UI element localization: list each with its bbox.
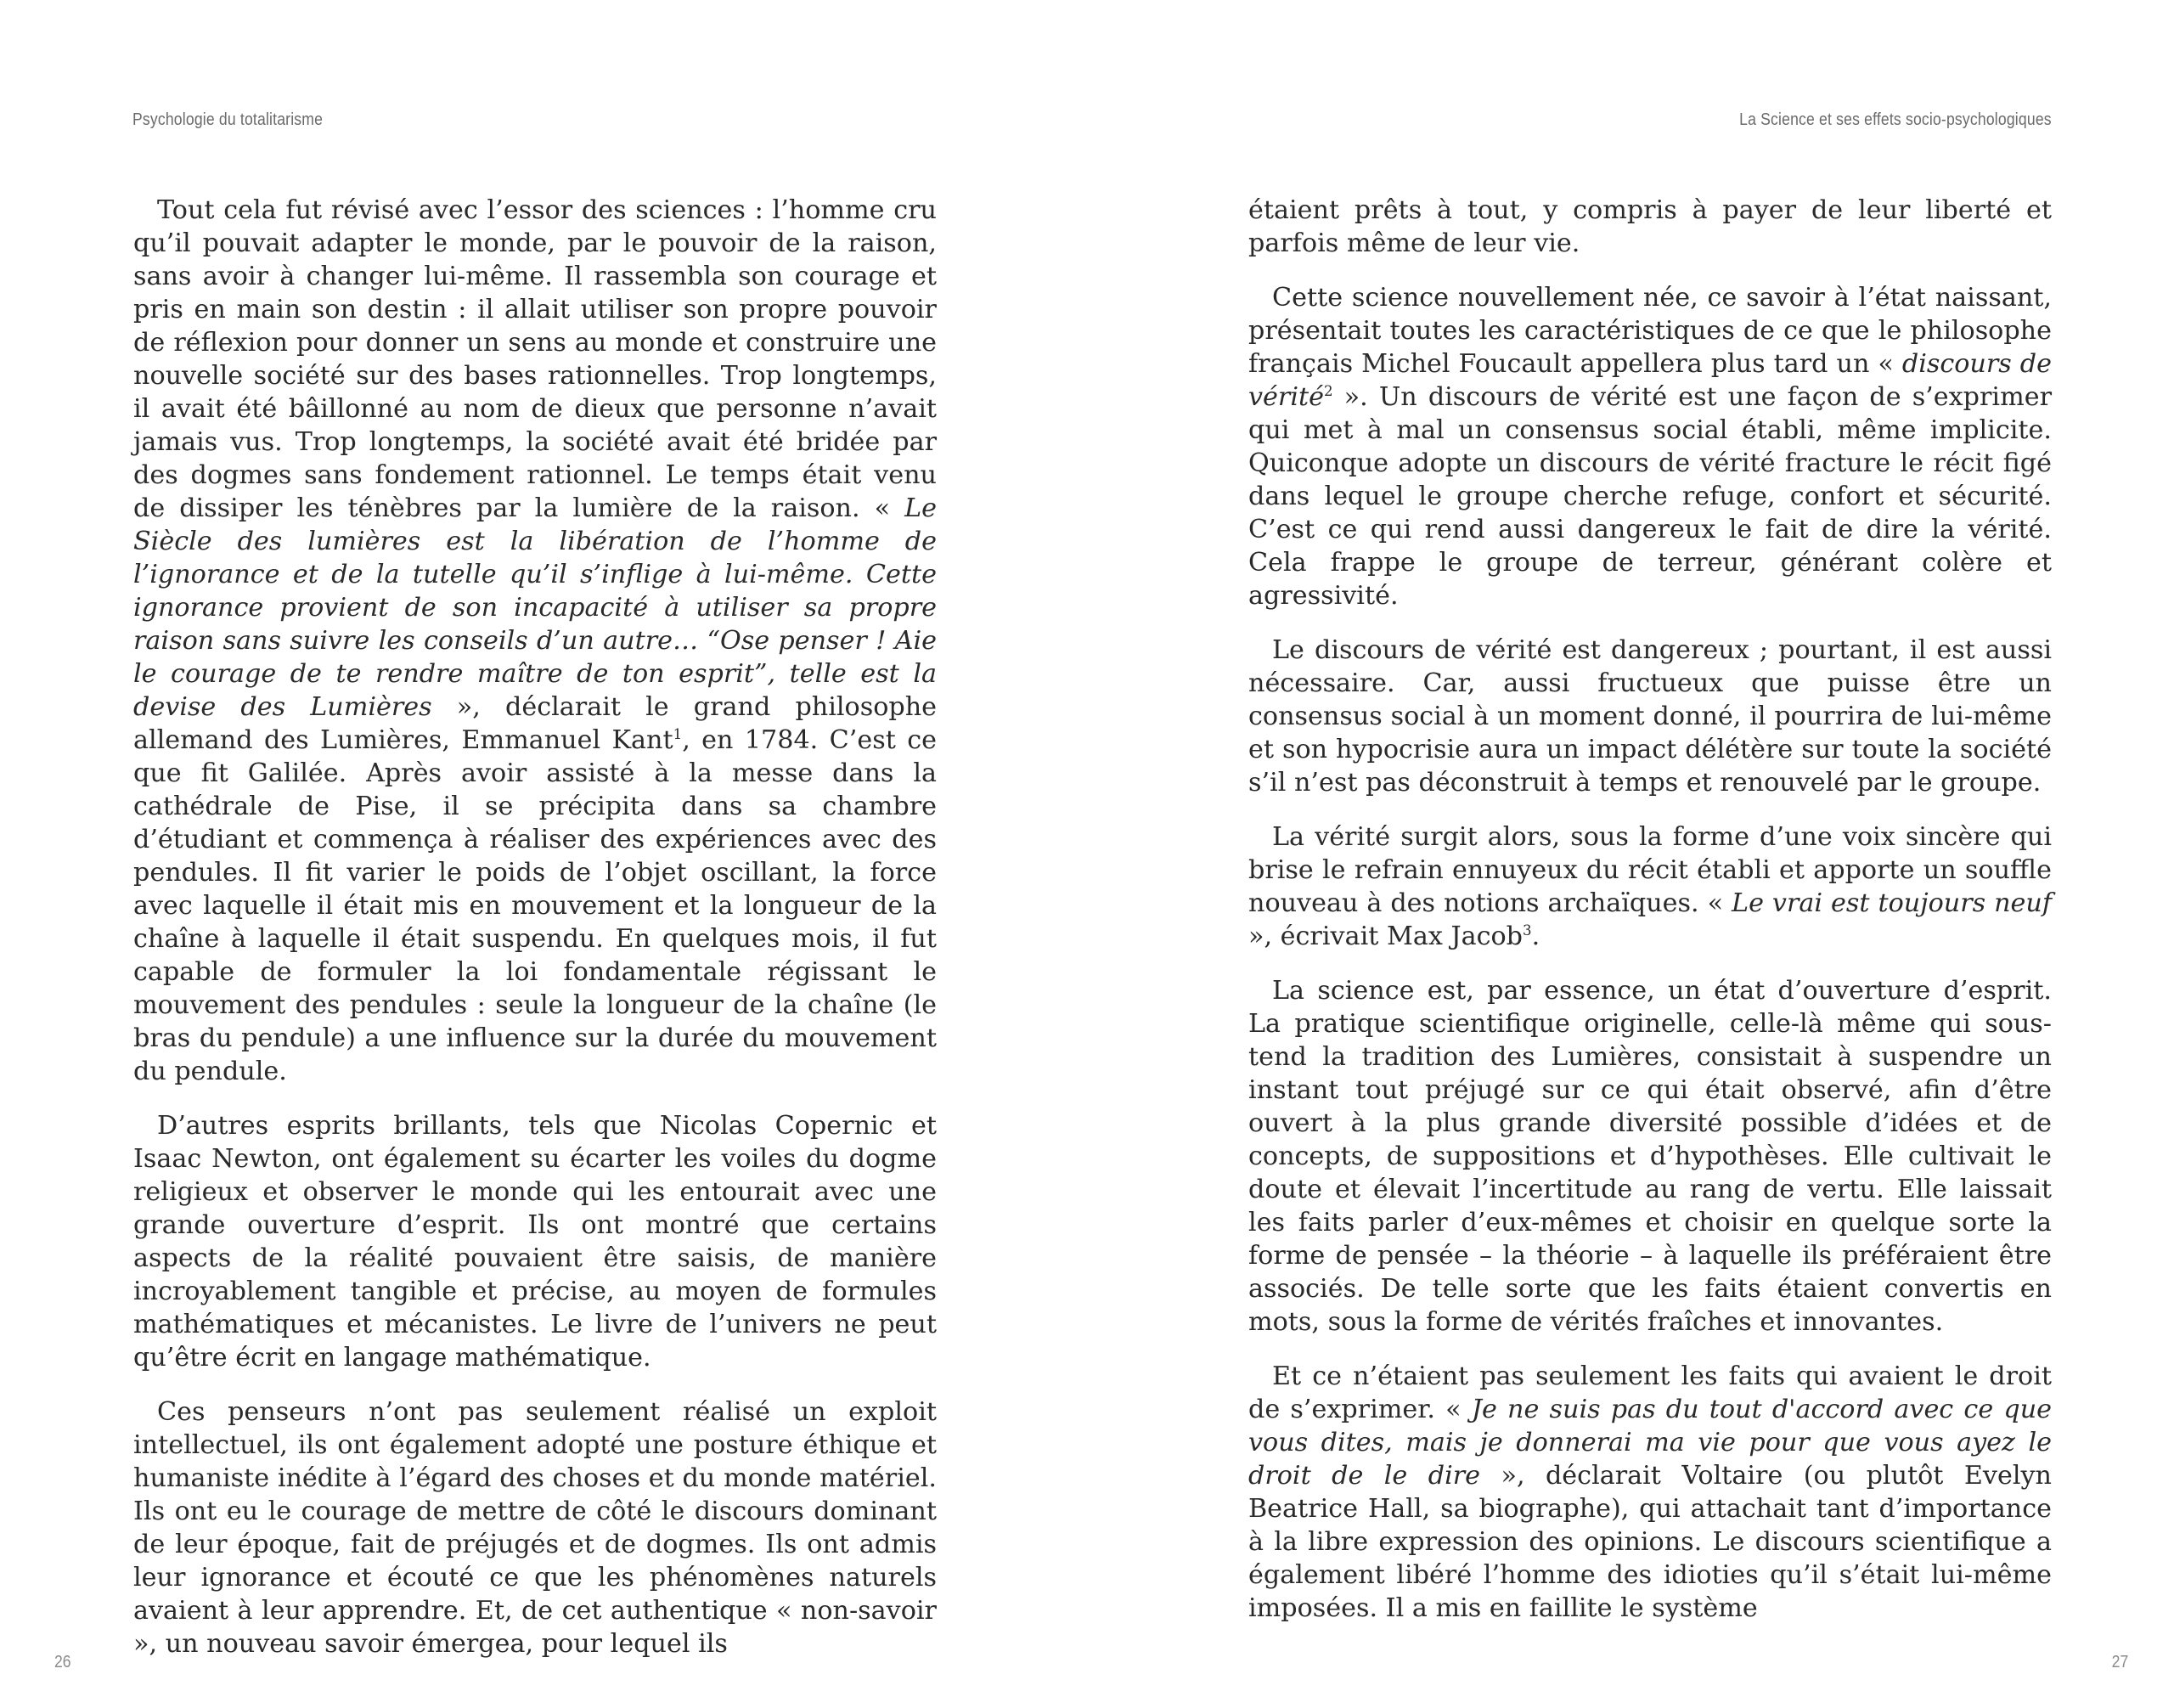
paragraph: D’autres esprits brillants, tels que Nicolas Copernic et Isaac Newton, ont également su écarter les voiles du dogme religieux et observer le monde qui les entourait avec une grande ouverture d’esprit. Ils ont montré que certains aspects de la réalité pouvaient être saisis, de manière incroyablement tangible et précise, au moyen de formules mathématiques et mécanistes. Le livre de l’univers ne peut qu’être écrit en langage mathématique. <box>133 1111 937 1373</box>
page-number-left: 26 <box>54 1653 71 1671</box>
paragraph <box>133 194 937 1088</box>
paragraph-text: , en 1784. C’est ce que fit Galilée. Après avoir assisté à la messe dans la cathédrale de Pise, il se précipita dans sa chambre d’étudiant et commença à réaliser des expériences avec des pendules. Il fit varier le poids de l’objet oscillant, la force avec laquelle il était mis en mouvement et la longueur de la chaîne à laquelle il était suspendu. En quelques mois, il fut capable de formuler la loi fondamentale régissant le mouvement des pendules : seule la longueur de la chaîne (le bras du pendule) a une influence sur la durée du mouvement du pendule. <box>133 725 937 1086</box>
paragraph-text: ». Un discours de vérité est une façon de s’exprimer qui met à mal un consensus social établi, même implicite. Quiconque adopte un discours de vérité fracture le récit figé dans lequel le groupe cherche refuge, confort et sécurité. C’est ce qui rend aussi dangereux le fait de dire la vérité. Cela frappe le groupe de terreur, générant colère et agressivité. <box>1248 382 2052 611</box>
paragraph-text: », déclarait le grand philosophe allemand des Lumières, Emmanuel Kant <box>133 692 938 755</box>
page-number-right: 27 <box>2111 1653 2128 1671</box>
paragraph <box>1248 820 2052 953</box>
paragraph-text: . <box>1531 922 1540 951</box>
quote-voltaire: Je ne suis pas du tout d'accord avec ce que vous dites, mais je donnerai ma vie pour que vous ayez le droit de le dire <box>1248 1395 2053 1491</box>
paragraph: Ces penseurs n’ont pas seulement réalisé un exploit intellectuel, ils ont également adopté une posture éthique et humaniste inédite à l’égard des choses et du monde matériel. Ils ont eu le courage de mettre de côté le discours dominant de leur époque, fait de préjugés et de dogmes. Ils ont admis leur ignorance et écouté ce que les phénomènes naturels avaient à leur apprendre. Et, de cet authentique « non-savoir », un nouveau savoir émergea, pour lequel ils <box>133 1397 937 1659</box>
left-page-body <box>133 194 937 1682</box>
right-page-body <box>1248 194 2052 1646</box>
footnote-ref: 1 <box>673 725 683 742</box>
paragraph-text: Et ce n’étaient pas seulement les faits qui avaient le droit de s’exprimer. « <box>1248 1361 2052 1424</box>
paragraph-text: La vérité surgit alors, sous la forme d’une voix sincère qui brise le refrain ennuyeux du récit établi et apporte un souffle nouveau à des notions archaïques. « <box>1248 822 2052 918</box>
running-head-right: La Science et ses effets socio-psychologiques <box>1739 110 2052 129</box>
paragraph <box>1248 1360 2052 1625</box>
paragraph: étaient prêts à tout, y compris à payer de leur liberté et parfois même de leur vie. <box>1248 195 2052 258</box>
paragraph-text: », écrivait Max Jacob <box>1248 922 1523 951</box>
footnote-ref: 3 <box>1522 922 1532 939</box>
paragraph-text: », déclarait Voltaire (ou plutôt Evelyn Beatrice Hall, sa biographe), qui attachait tant d’importance à la libre expression des opinions. Le discours scientifique a également libéré l’homme des idioties qu’il s’était lui-même imposées. Il a mis en faillite le système <box>1248 1461 2052 1623</box>
quote-foucault: discours de vérité <box>1248 349 2052 412</box>
quote-jacob: Le vrai est toujours neuf <box>1732 888 2052 918</box>
quote-kant: Le Siècle des lumières est la libération de l’homme de l’ignorance et de la tutelle qu’il s’inflige à lui-même. Cette ignorance provient de son incapacité à utiliser sa propre raison sans suivre les conseils d’un autre… “Ose penser ! Aie le courage de te rendre maître de ton esprit”, telle est la devise des Lumières <box>133 493 937 722</box>
running-head-left: Psychologie du totalitarisme <box>132 110 324 129</box>
paragraph-text: Tout cela fut révisé avec l’essor des sciences : l’homme cru qu’il pouvait adapter le monde, par le pouvoir de la raison, sans avoir à changer lui-même. Il rassembla son courage et pris en main son destin : il allait utiliser son propre pouvoir de réflexion pour donner un sens au monde et construire une nouvelle société sur des bases rationnelles. Trop longtemps, il avait été bâillonné au nom de dieux que personne n’avait jamais vus. Trop longtemps, la société avait été bridée par des dogmes sans fondement rationnel. Le temps était venu de dissiper les ténèbres par la lumière de la raison. « <box>133 195 937 523</box>
paragraph: La science est, par essence, un état d’ouverture d’esprit. La pratique scientifique originelle, celle-là même qui sous-tend la tradition des Lumières, consistait à suspendre un instant tout préjugé sur ce qui était observé, afin d’être ouvert à la plus grande diversité possible d’idées et de concepts, de suppositions et d’hypothèses. Elle cultivait le doute et élevait l’incertitude au rang de vertu. Elle laissait les faits parler d’eux-mêmes et choisir en quelque sorte la forme de pensée – la théorie – à laquelle ils préféraient être associés. De telle sorte que les faits étaient convertis en mots, sous la forme de vérités fraîches et innovantes. <box>1248 976 2052 1337</box>
paragraph: Le discours de vérité est dangereux ; pourtant, il est aussi nécessaire. Car, aussi fructueux que puisse être un consensus social à un moment donné, il pourrira de lui-même et son hypocrisie aura un impact délétère sur toute la société s’il n’est pas déconstruit à temps et renouvelé par le groupe. <box>1248 635 2052 798</box>
paragraph-text: Cette science nouvellement née, ce savoir à l’état naissant, présentait toutes les caractéristiques de ce que le philosophe français Michel Foucault appellera plus tard un « <box>1248 283 2052 379</box>
paragraph <box>1248 281 2052 612</box>
footnote-ref: 2 <box>1324 382 1333 399</box>
right-page <box>1087 0 2174 1708</box>
